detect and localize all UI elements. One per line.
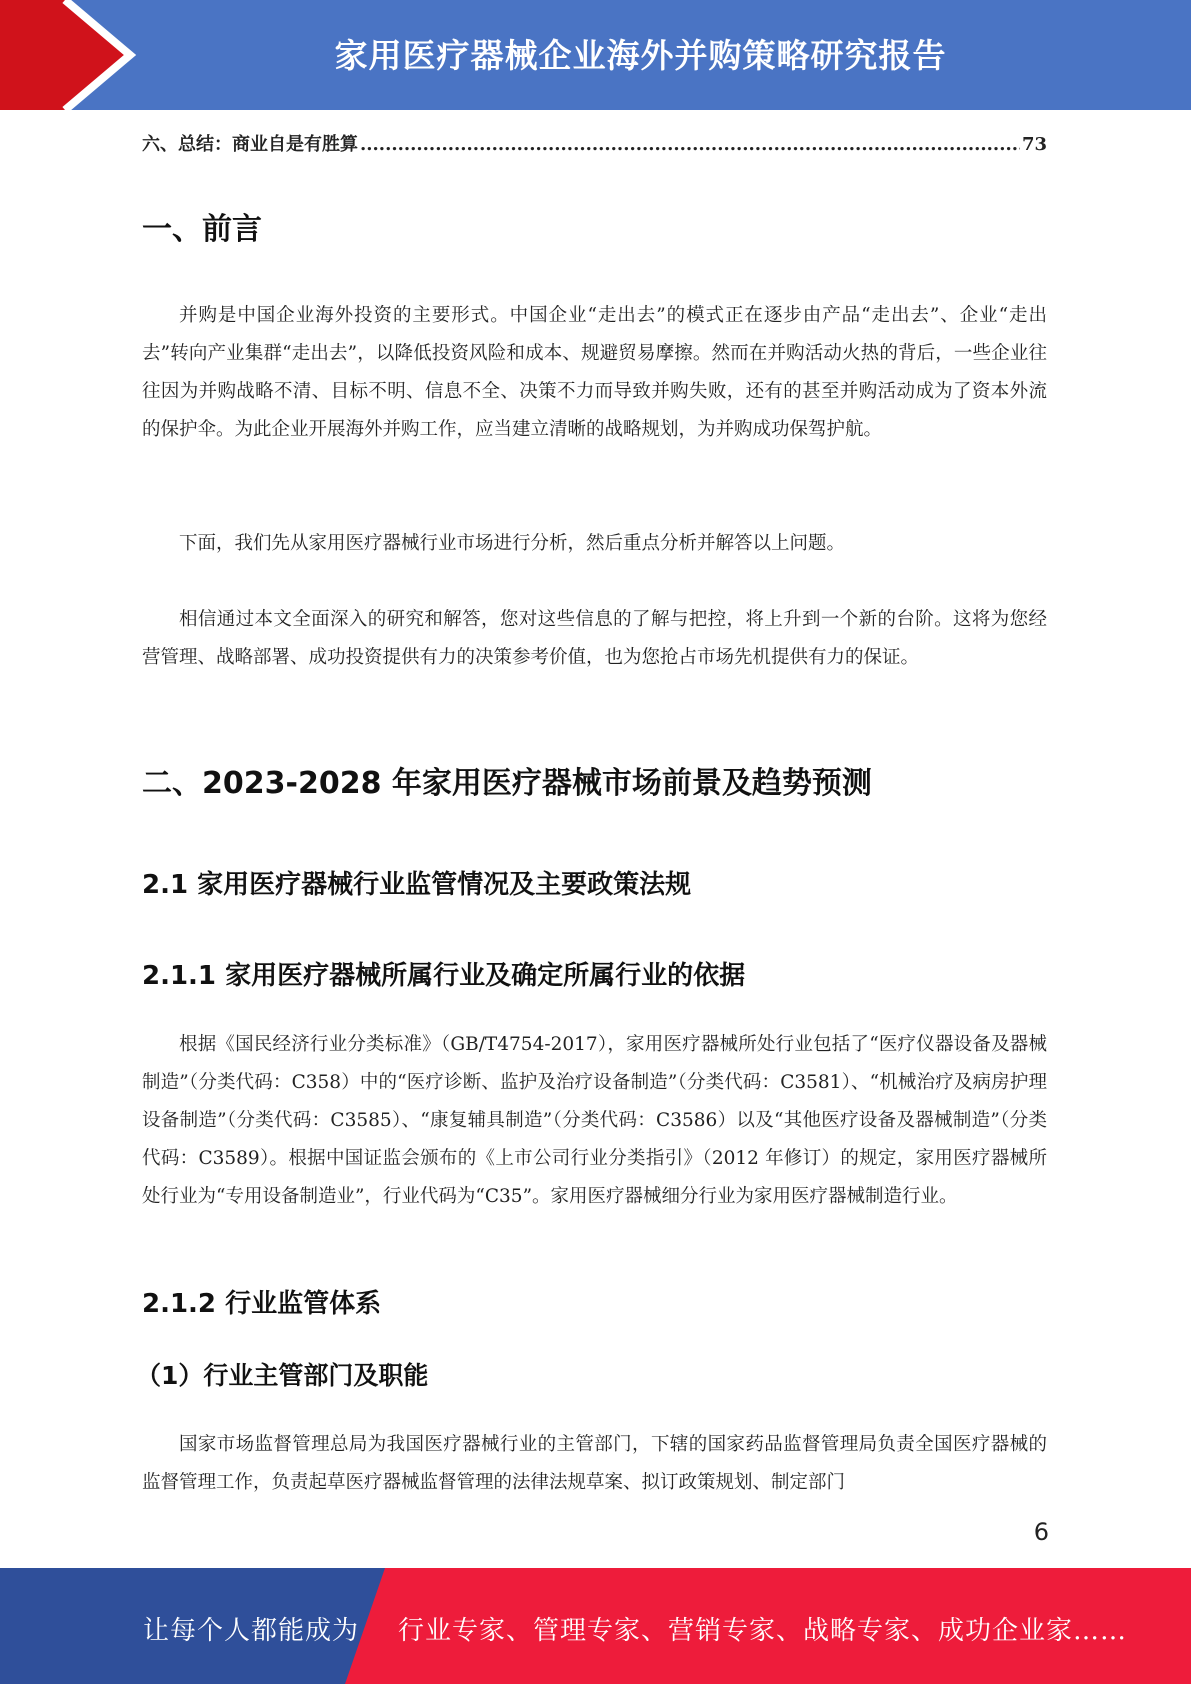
footer-slogan-right: 行业专家、管理专家、营销专家、战略专家、成功企业家…… (398, 1616, 1128, 1646)
section-1-paragraph-2: 下面，我们先从家用医疗器械行业市场进行分析，然后重点分析并解答以上问题。 (179, 533, 846, 554)
section-1-title: 一、前言 (142, 212, 262, 247)
report-footer (0, 1568, 1191, 1684)
toc-entry-label: 六、总结：商业自是有胜算 (142, 134, 358, 155)
subsection-1-title: （1）行业主管部门及职能 (136, 1361, 429, 1390)
section-2-1-1-title: 2.1.1 家用医疗器械所属行业及确定所属行业的依据 (142, 961, 746, 991)
section-1-paragraph-3: 相信通过本文全面深入的研究和解答，您对这些信息的了解与把控，将上升到一个新的台阶。这将为您经营管理、战略部署、成功投资提供有力的决策参考价值，也为您抢占市场先机提供有力的保证。 (142, 609, 1047, 668)
section-1-paragraph-1: 并购是中国企业海外投资的主要形式。中国企业“走出去”的模式正在逐步由产品“走出去”、企业“走出去”转向产业集群“走出去”，以降低投资风险和成本、规避贸易摩擦。然而在并购活动火热的背后，一些企业往往因为并购战略不清、目标不明、信息不全、决策不力而导致并购失败，还有的甚至并购活动成为了资本外流的保护伞。为此企业开展海外并购工作，应当建立清晰的战略规划，为并购成功保驾护航。 (142, 305, 1047, 440)
section-2-title: 二、2023-2028 年家用医疗器械市场前景及趋势预测 (142, 766, 872, 801)
report-header (0, 0, 1191, 110)
toc-leader-dots (360, 134, 1020, 155)
section-2-1-title: 2.1 家用医疗器械行业监管情况及主要政策法规 (142, 870, 692, 900)
page-number: 6 (1033, 1518, 1049, 1546)
toc-entry[interactable] (142, 130, 1047, 156)
section-2-1-1-paragraph: 根据《国民经济行业分类标准》（GB/T4754-2017），家用医疗器械所处行业包括了“医疗仪器设备及器械制造”（分类代码：C358）中的“医疗诊断、监护及治疗设备制造”（分类代码：C3581）、“机械治疗及病房护理设备制造”（分类代码：C3585）、“康复辅具制造”（分类代码：C3586）以及“其他医疗设备及器械制造”（分类代码：C3589）。根据中国证监会颁布的《上市公司行业分类指引》（2012 年修订）的规定，家用医疗器械所处行业为“专用设备制造业”，行业代码为“C35”。家用医疗器械细分行业为家用医疗器械制造行业。 (142, 1034, 1047, 1207)
report-title: 家用医疗器械企业海外并购策略研究报告 (334, 36, 947, 75)
subsection-1-paragraph: 国家市场监督管理总局为我国医疗器械行业的主管部门，下辖的国家药品监督管理局负责全国医疗器械的监督管理工作，负责起草医疗器械监督管理的法律法规草案、拟订政策规划、制定部门 (142, 1434, 1047, 1493)
toc-entry-page: 73 (1021, 134, 1047, 155)
footer-slogan-left: 让每个人都能成为 (143, 1616, 360, 1646)
section-2-1-2-title: 2.1.2 行业监管体系 (142, 1289, 382, 1319)
page-content (142, 118, 1047, 156)
